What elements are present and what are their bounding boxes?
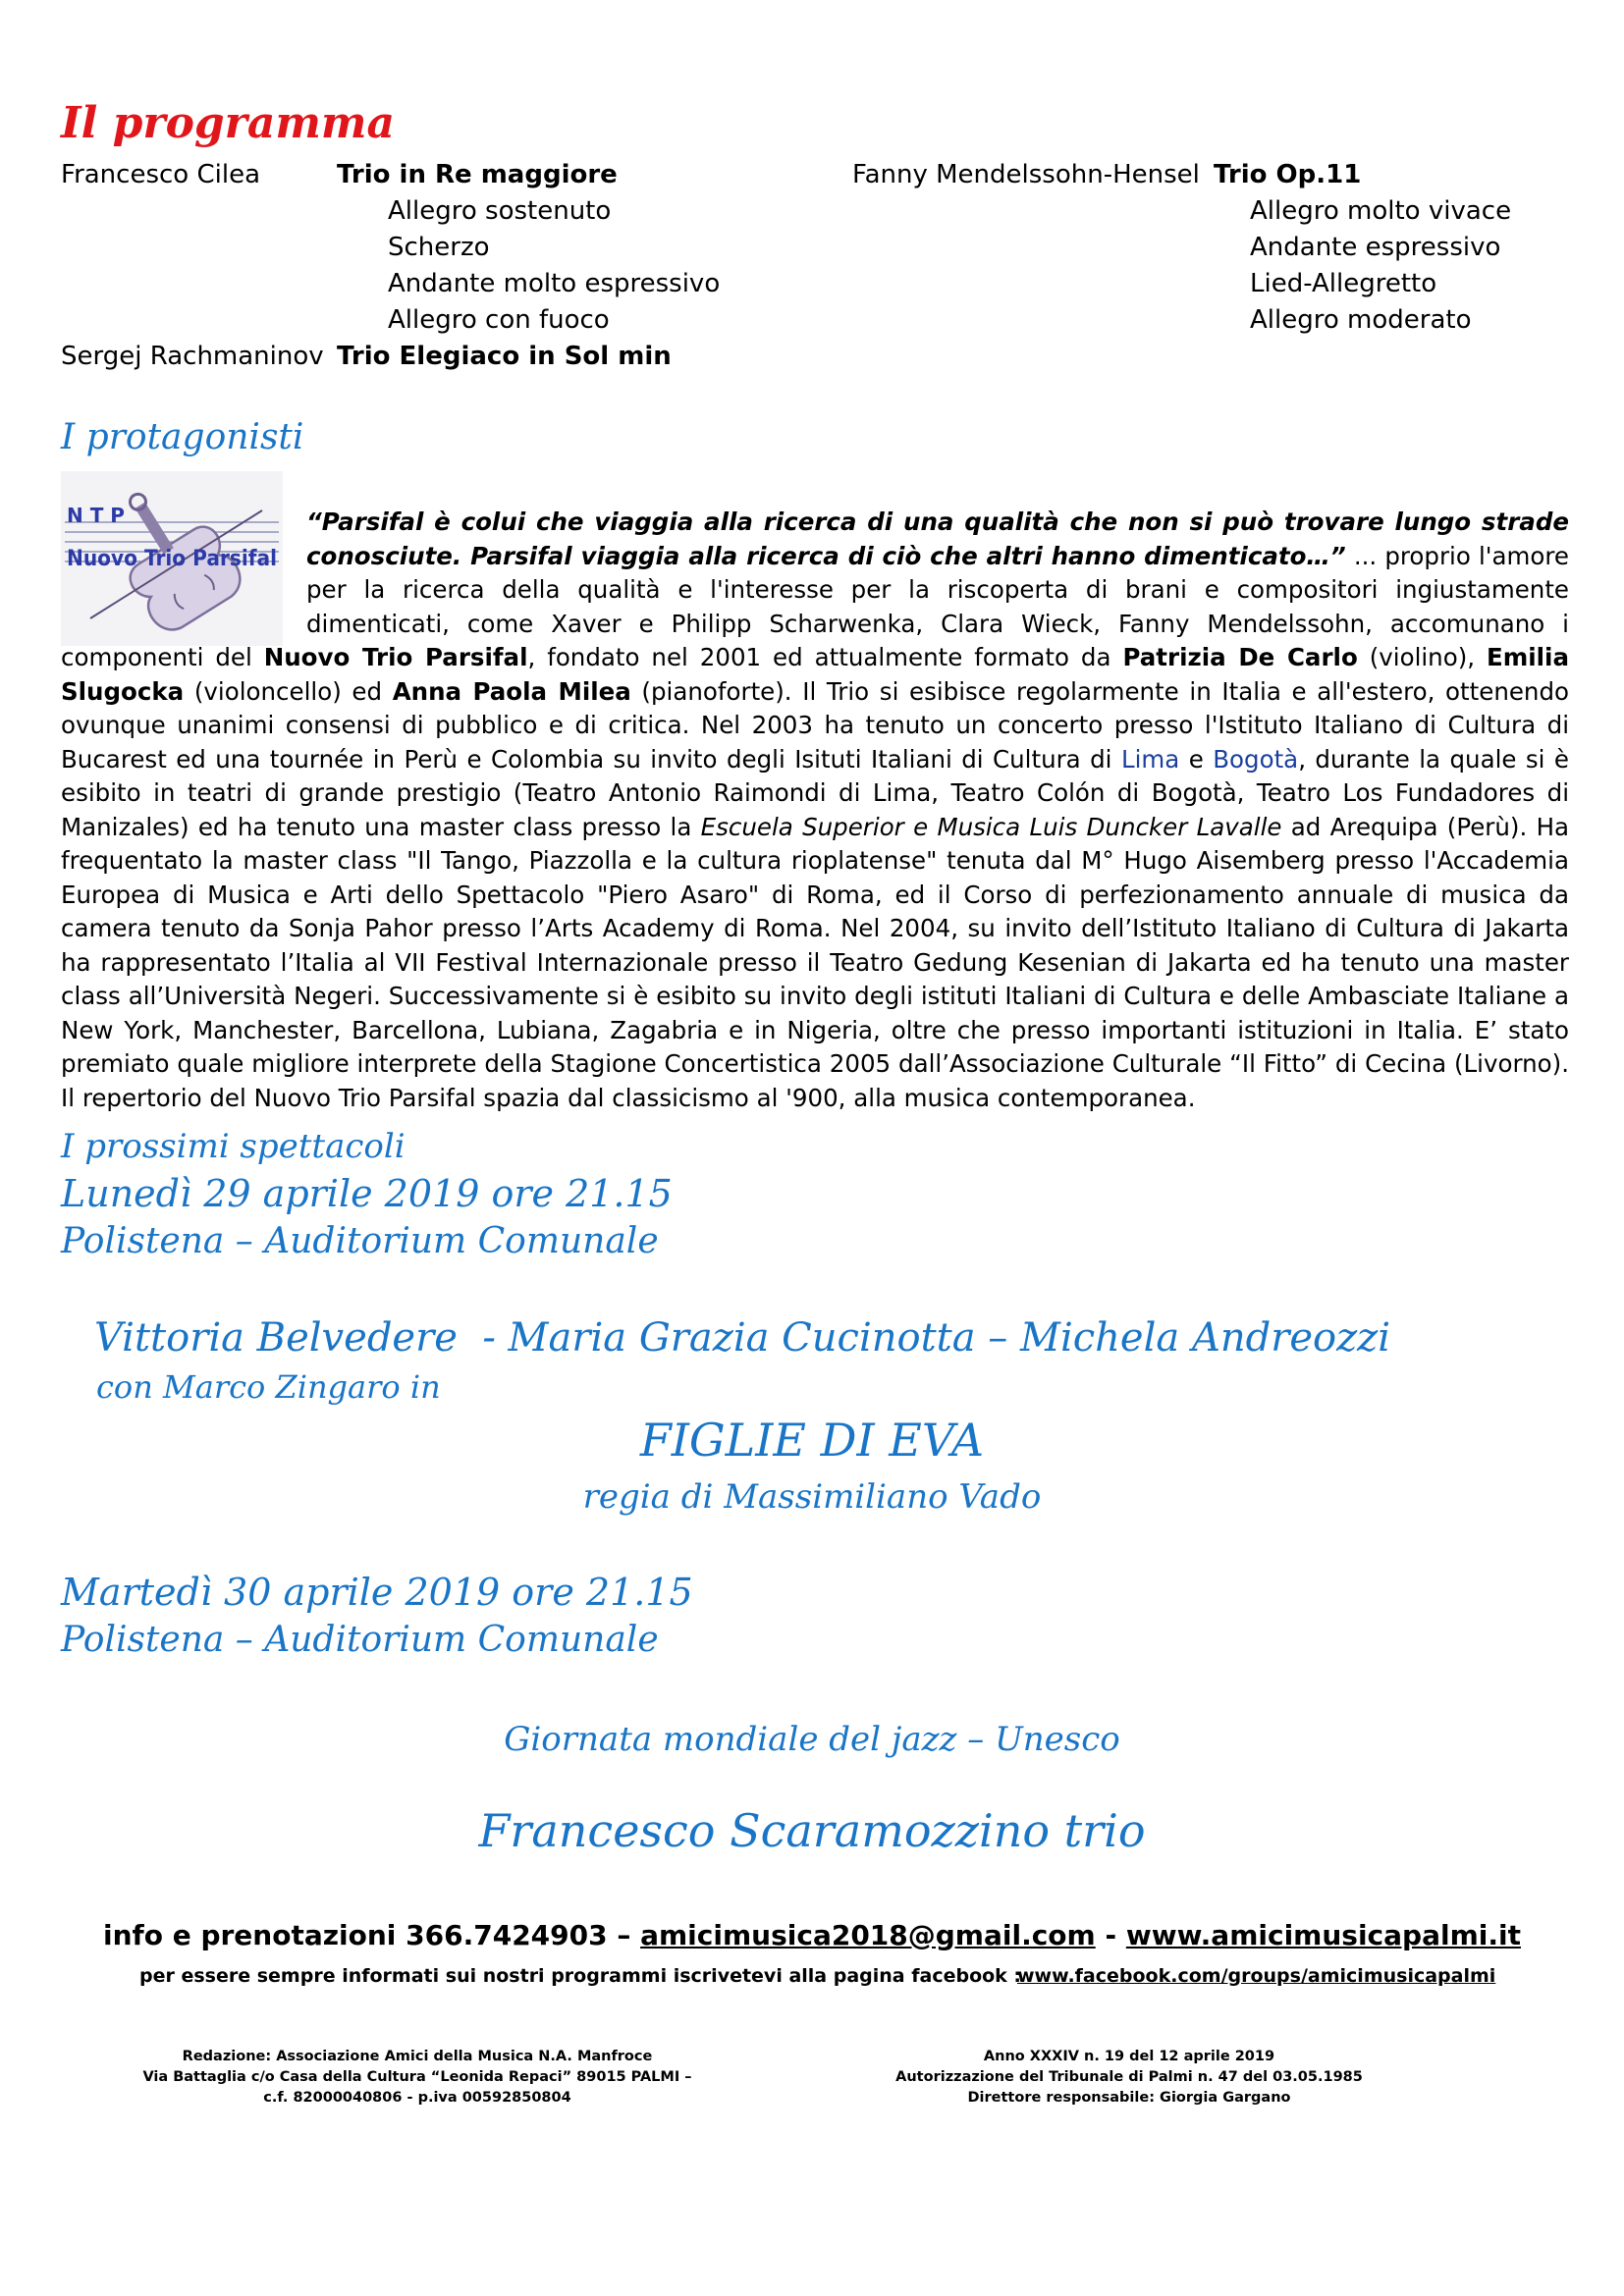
- logo-letters: N T P: [67, 504, 125, 527]
- movement: Allegro con fuoco: [388, 305, 610, 335]
- work-rachmaninov: Trio Elegiaco in Sol min: [337, 342, 672, 371]
- event2-artist: Francesco Scaramozzino trio: [478, 1804, 1146, 1857]
- parsifal-quote: “Parsifal è colui che viaggia alla ricerca di una qualità che non si può trovare lungo strade conosciute. Parsifal viaggia alla ricerca di ciò che altri hanno dimenticato…”: [306, 507, 1569, 570]
- city-bogota: Bogotà: [1213, 744, 1299, 774]
- composer-mendelssohn: Fanny Mendelssohn-Hensel: [852, 160, 1200, 189]
- movement: Allegro moderato: [1250, 305, 1472, 335]
- movement: Andante espressivo: [1250, 233, 1501, 262]
- movement: Allegro sostenuto: [388, 196, 612, 226]
- member-violin: Patrizia De Carlo: [1122, 643, 1358, 671]
- email-link[interactable]: amicimusica2018@gmail.com: [640, 1919, 1096, 1951]
- composer-cilea: Francesco Cilea: [61, 160, 260, 189]
- protagonisti-title: I protagonisti: [61, 417, 304, 457]
- event1-cast: Vittoria Belvedere - Maria Grazia Cucinotta – Michela Andreozzi: [94, 1315, 1391, 1361]
- facebook-text: per essere sempre informati sui nostri programmi iscrivetevi alla pagina facebook :: [139, 1965, 1022, 1987]
- movement: Lied-Allegretto: [1250, 269, 1437, 298]
- event1-with: con Marco Zingaro in: [96, 1368, 441, 1406]
- school-name: Escuela Superior e Musica Luis Duncker Lavalle: [700, 812, 1282, 841]
- work-cilea: Trio in Re maggiore: [337, 160, 618, 189]
- event2-subtitle: Giornata mondiale del jazz – Unesco: [504, 1720, 1120, 1759]
- event1-director: regia di Massimiliano Vado: [582, 1477, 1042, 1517]
- trio-biography: “Parsifal è colui che viaggia alla ricerca di una qualità che non si può trovare lungo strade conosciute. Parsifal viaggia alla ricerca di ciò che altri hanno dimenticato…” ... proprio l'amore per la ricerca della qualità e l'interesse per la riscoperta di brani e compositori ingiustamente dimenticati, come Xaver e Philipp Scharwenka, Clara Wieck, Fanny Mendelssohn, accomunano i componenti del Nuovo Trio Parsifal, fondato nel 2001 ed attualmente formato da Patrizia De Carlo (violino), Emilia Slugocka (violoncello) ed Anna Paola Milea (pianoforte). Il Trio si esibisce regolarmente in Italia e all'estero, ottenendo ovunque unanimi consensi di pubblico e di critica. Nel 2003 ha tenuto un concerto presso l'Istituto Italiano di Cultura di Bucarest ed una tournée in Perù e Colombia su invito degli Isituti Italiani di Cultura di Lima e Bogotà, durante la quale si è esibito in teatri di grande prestigio (Teatro Antonio Raimondi di Lima, Teatro Colón di Bogotà, Teatro Los Fundadores di Manizales) ed ha tenuto una master class presso la Escuela Superior e Musica Luis Duncker Lavalle ad Arequipa (Perù). Ha frequentato la master class "Il Tango, Piazzolla e la cultura rioplatense" tenuta dal M° Hugo Aisemberg presso l'Accademia Europea di Musica e Arti dello Spettacolo "Piero Asaro" di Roma, ed il Corso di perfezionamento annuale di musica da camera tenuto da Sonja Pahor presso l’Arts Academy di Roma. Nel 2004, su invito dell’Istituto Italiano di Cultura di Jakarta ha rappresentato l’Italia al VII Festival Internazionale presso il Teatro Gedung Kesenian di Jakarta ed ha tenuto una master class all’Università Negeri. Successivamente si è esibito su invito degli istituti Italiani di Cultura e delle Ambasciate Italiane a New York, Manchester, Barcellona, Lubiana, Zagabria e in Nigeria, oltre che presso importanti istituzioni in Italia. E’ stato premiato quale migliore interprete della Stagione Concertistica 2005 dall’Associazione Culturale “Il Fitto” di Cecina (Livorno). Il repertorio del Nuovo Trio Parsifal spazia dal classicismo al '900, alla musica contemporanea.: [61, 507, 1570, 1112]
- programma-title: Il programma: [61, 98, 395, 148]
- colophon-right: Anno XXXIV n. 19 del 12 aprile 2019 Autorizzazione del Tribunale di Palmi n. 47 del 03.05.1985 Direttore responsabile: Giorgia Gargano: [895, 2049, 1363, 2106]
- event2-venue: Polistena – Auditorium Comunale: [61, 1620, 659, 1660]
- work-mendelssohn: Trio Op.11: [1214, 160, 1362, 189]
- movement: Scherzo: [388, 233, 490, 262]
- event2-date: Martedì 30 aprile 2019 ore 21.15: [61, 1571, 693, 1614]
- website-link[interactable]: www.amicimusicapalmi.it: [1125, 1919, 1521, 1951]
- composer-rachmaninov: Sergej Rachmaninov: [61, 342, 324, 371]
- movement: Allegro molto vivace: [1250, 196, 1512, 226]
- prossimi-title: I prossimi spettacoli: [61, 1127, 406, 1166]
- logo-text: Nuovo Trio Parsifal: [67, 547, 277, 571]
- event1-date: Lunedì 29 aprile 2019 ore 21.15: [61, 1172, 673, 1215]
- movement: Andante molto espressivo: [388, 269, 721, 298]
- event1-show: FIGLIE DI EVA: [639, 1414, 985, 1467]
- member-piano: Anna Paola Milea: [392, 676, 631, 706]
- city-lima: Lima: [1120, 744, 1180, 774]
- colophon-left: Redazione: Associazione Amici della Musica N.A. Manfroce Via Battaglia c/o Casa della Cultura “Leonida Repaci” 89015 PALMI – c.f. 82000040806 - p.iva 00592850804: [142, 2049, 692, 2106]
- facebook-link[interactable]: www.facebook.com/groups/amicimusicapalmi: [1017, 1965, 1496, 1987]
- member-cello: Emilia Slugocka: [61, 643, 1569, 706]
- event1-venue: Polistena – Auditorium Comunale: [61, 1221, 659, 1261]
- info-line: info e prenotazioni 366.7424903 – amicimusica2018@gmail.com - www.amicimusicapalmi.it: [103, 1919, 1521, 1951]
